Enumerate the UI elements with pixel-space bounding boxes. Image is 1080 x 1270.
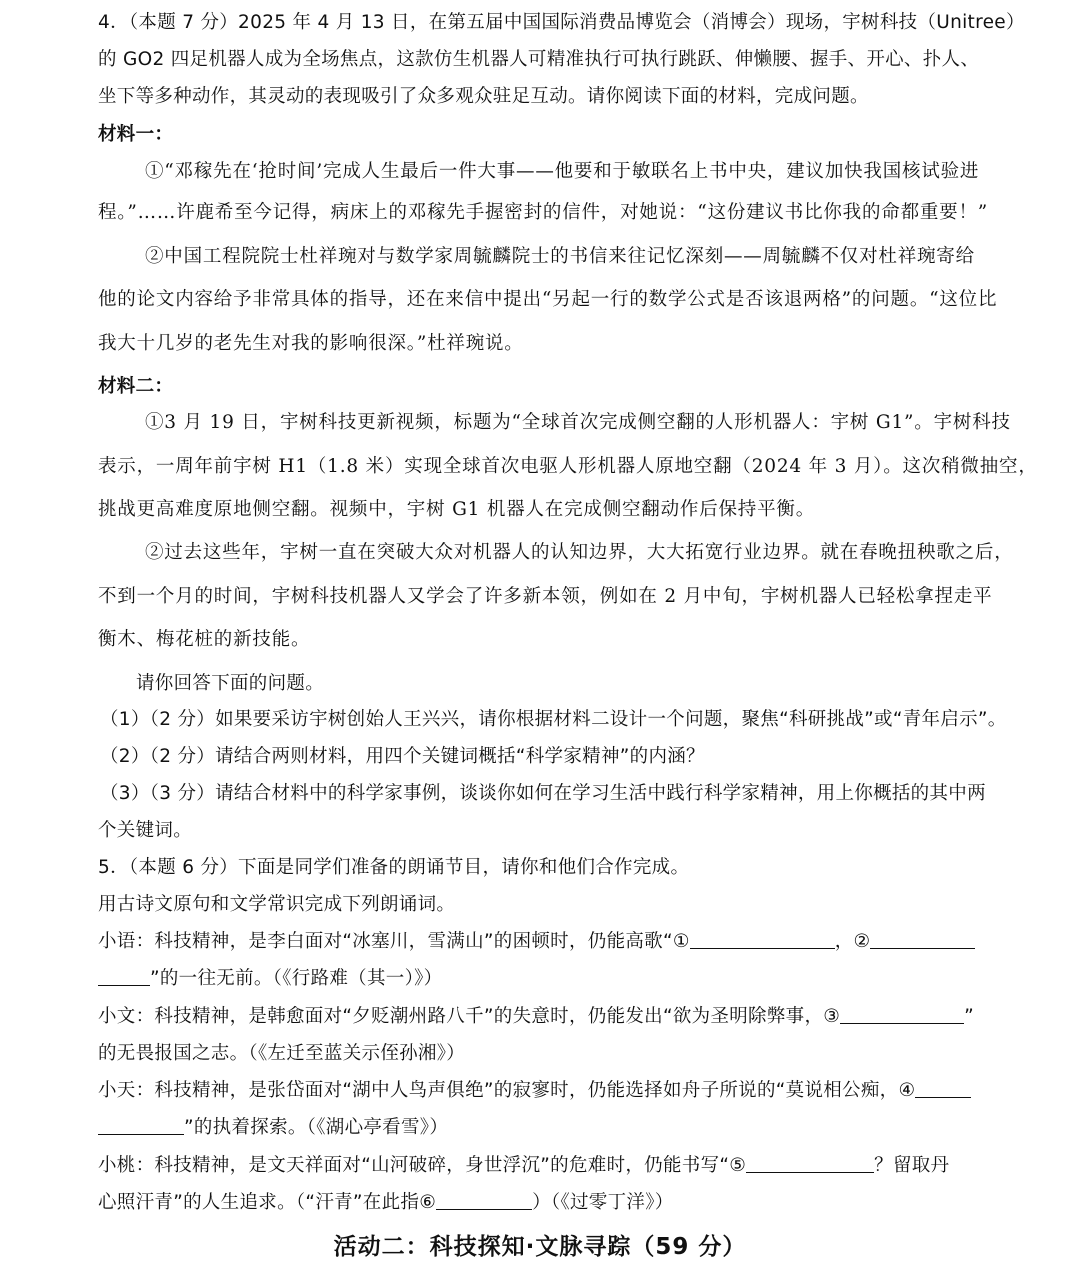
xiaotao-line-2 xyxy=(98,1192,674,1214)
sub-question-3-line-1: （3）（3 分）请结合材料中的科学家事例，谈谈你如何在学习生活中践行科学家精神，用上你概括的其中两 xyxy=(100,783,986,804)
q4-stem-line-3: 坐下等多种动作，其灵动的表现吸引了众多观众驻足互动。请你阅读下面的材料，完成问题。 xyxy=(98,86,869,107)
xiaoyu-text-b: ，② xyxy=(834,931,871,952)
xiaowen-text-b: ” xyxy=(964,1006,975,1027)
sub-question-2: （2）（2 分）请结合两则材料，用四个关键词概括“科学家精神”的内涵？ xyxy=(100,746,705,767)
blank-1[interactable] xyxy=(690,931,835,949)
xiaotian-text-a: 小天：科技精神，是张岱面对“湖中人鸟声俱绝”的寂寥时，仍能选择如舟子所说的“莫说相公痴，④ xyxy=(98,1080,916,1101)
blank-2-part-1[interactable] xyxy=(870,931,975,949)
q4-stem-line-1: 4．（本题 7 分）2025 年 4 月 13 日，在第五届中国国际消费品博览会（消博会）现场，宇树科技（Unitree） xyxy=(98,12,1025,33)
q5-stem: 5．（本题 6 分）下面是同学们准备的朗诵节目，请你和他们合作完成。 xyxy=(98,857,690,878)
xiaoyu-line-2 xyxy=(98,968,443,990)
blank-3[interactable] xyxy=(840,1006,964,1024)
xiaotao-text-b: ？留取丹 xyxy=(874,1155,950,1176)
xiaotao-text-c1: 心照汗青”的人生追求。（“汗青”在此指⑥ xyxy=(98,1192,437,1213)
blank-6[interactable] xyxy=(436,1192,532,1210)
xiaowen-line-2: 的无畏报国之志。（《左迁至蓝关示侄孙湘》） xyxy=(98,1043,466,1064)
material-2-para-2-line-2: 不到一个月的时间，宇树科技机器人又学会了许多新本领，例如在 2 月中旬，宇树机器人已轻松拿捏走平 xyxy=(98,586,993,607)
xiaotian-line-1 xyxy=(98,1080,971,1102)
material-2-para-1-line-3: 挑战更高难度原地侧空翻。视频中，宇树 G1 机器人在完成侧空翻动作后保持平衡。 xyxy=(98,499,816,520)
material-1-para-1-line-1: ①“邓稼先在‘抢时间’完成人生最后一件大事——他要和于敏联名上书中央，建议加快我国核试验进 xyxy=(145,161,980,182)
xiaoyu-text-a: 小语：科技精神，是李白面对“冰塞川，雪满山”的困顿时，仍能高歌“① xyxy=(98,931,690,952)
blank-4-part-1[interactable] xyxy=(915,1080,971,1098)
xiaotian-line-2 xyxy=(98,1117,448,1139)
xiaowen-text-a: 小文：科技精神，是韩愈面对“夕贬潮州路八千”的失意时，仍能发出“欲为圣明除弊事，③ xyxy=(98,1006,841,1027)
material-1-para-2-line-1: ②中国工程院院士杜祥琬对与数学家周毓麟院士的书信来往记忆深刻——周毓麟不仅对杜祥琬寄给 xyxy=(145,246,975,267)
xiaotao-text-c2: ）（《过零丁洋》） xyxy=(532,1192,674,1213)
material-1-para-2-line-3: 我大十几岁的老先生对我的影响很深。”杜祥琬说。 xyxy=(98,333,524,354)
xiaoyu-text-c: ”的一往无前。（《行路难（其一）》） xyxy=(150,968,443,989)
blank-2-part-2[interactable] xyxy=(98,968,150,986)
material-1-para-1-line-2: 程。”……许鹿希至今记得，病床上的邓稼先手握密封的信件，对她说：“这份建议书比你我的命都重要！” xyxy=(98,202,989,223)
xiaotao-line-1 xyxy=(98,1155,949,1177)
material-2-para-2-line-3: 衡木、梅花桩的新技能。 xyxy=(98,629,311,650)
xiaotian-text-c: ”的执着探索。（《湖心亭看雪》） xyxy=(184,1117,449,1138)
material-1-para-2-line-2: 他的论文内容给予非常具体的指导，还在来信中提出“另起一行的数学公式是否该退两格”的问题。“这位比 xyxy=(98,289,998,310)
material-2-heading: 材料二： xyxy=(98,376,174,397)
material-1-heading: 材料一： xyxy=(98,124,174,145)
xiaoyu-line-1 xyxy=(98,931,975,953)
material-2-para-2-line-1: ②过去这些年，宇树一直在突破大众对机器人的认知边界，大大拓宽行业边界。就在春晚扭秧歌之后， xyxy=(145,542,1014,563)
q5-instruction: 用古诗文原句和文学常识完成下列朗诵词。 xyxy=(98,894,456,915)
sub-question-3-line-2: 个关键词。 xyxy=(98,820,193,841)
q4-stem-line-2: 的 GO2 四足机器人成为全场焦点，这款仿生机器人可精准执行可执行跳跃、伸懒腰、握手、开心、扑人、 xyxy=(98,49,980,70)
answer-prompt: 请你回答下面的问题。 xyxy=(136,673,325,694)
xiaotao-text-a: 小桃：科技精神，是文天祥面对“山河破碎，身世浮沉”的危难时，仍能书写“⑤ xyxy=(98,1155,747,1176)
material-2-para-1-line-1: ①3 月 19 日，宇树科技更新视频，标题为“全球首次完成侧空翻的人形机器人：宇树 G1”。宇树科技 xyxy=(145,412,1011,433)
material-2-para-1-line-2: 表示，一周年前宇树 H1（1.8 米）实现全球首次电驱人形机器人原地空翻（2024 年 3 月）。这次稍微抽空， xyxy=(98,456,1038,477)
xiaowen-line-1 xyxy=(98,1006,974,1028)
activity-2-title: 活动二：科技探知·文脉寻踪（59 分） xyxy=(333,1234,747,1260)
sub-question-1: （1）（2 分）如果要采访宇树创始人王兴兴，请你根据材料二设计一个问题，聚焦“科研挑战”或“青年启示”。 xyxy=(100,709,1007,730)
blank-4-part-2[interactable] xyxy=(98,1117,184,1135)
blank-5[interactable] xyxy=(746,1155,874,1173)
